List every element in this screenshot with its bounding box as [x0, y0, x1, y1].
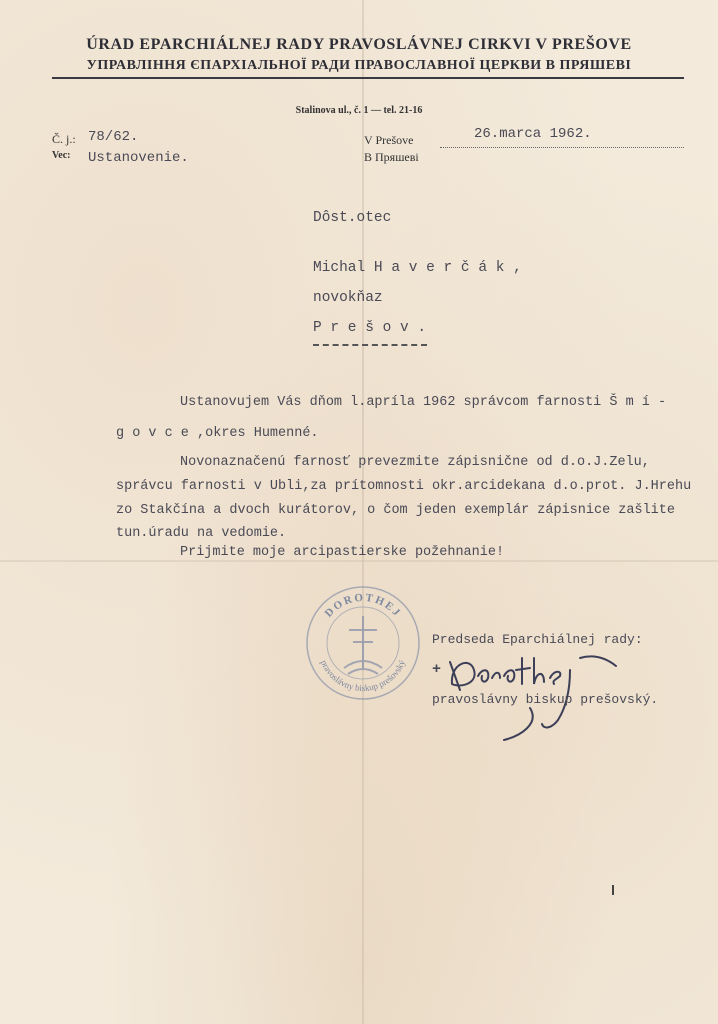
reference-number: 78/62. [88, 129, 139, 145]
body-line-7: Prijmite moje arcipastierske požehnanie! [180, 545, 505, 560]
recipient-name: Michal H a v e r č á k , [313, 260, 522, 276]
recipient-title: novokňaz [313, 290, 383, 306]
body-line-6: tun.úradu na vedomie. [116, 526, 287, 541]
signatory-role: pravoslávny biskup prešovský. [432, 692, 659, 707]
paper-fold-horizontal [0, 560, 718, 562]
letterhead-ukrainian: УПРАВЛІННЯ ЄПАРХІАЛЬНОЇ РАДИ ПРАВОСЛАВНОЇ ЦЕРКВИ В ПРЯШЕВІ [86, 58, 632, 73]
date-value: 26.marca 1962. [474, 126, 592, 142]
svg-text:DOROTHEJ: DOROTHEJ [322, 591, 404, 620]
ink-speck [612, 885, 614, 895]
letterhead-address: Stalinova ul., č. 1 — tel. 21-16 [295, 105, 423, 116]
subject-label: Vec: [52, 150, 71, 161]
place-label-ukrainian: В Пряшеві [364, 150, 419, 164]
body-line-5: zo Stakčína a dvoch kurátorov, o čom jeden exemplár zápisnice zašlite [116, 503, 675, 518]
date-dotted-line [440, 147, 684, 148]
body-line-1: Ustanovujem Vás dňom l.apríla 1962 správcom farnosti Š m í - [180, 395, 667, 410]
body-line-3: Novonaznačenú farnosť prevezmite zápisnične od d.o.J.Zelu, [180, 455, 650, 470]
letterhead-slovak: ÚRAD EPARCHIÁLNEJ RADY PRAVOSLÁVNEJ CIRKVI V PREŠOVE [86, 36, 632, 53]
body-line-2: g o v c e ,okres Humenné. [116, 426, 319, 441]
svg-text:pravoslávny biskup prešovský: pravoslávny biskup prešovský [318, 658, 408, 694]
city-underline [313, 344, 427, 346]
subject-value: Ustanovenie. [88, 150, 189, 166]
bishop-seal-stamp [304, 584, 422, 702]
place-label: V Prešove [364, 133, 414, 147]
signatory-title: Predseda Eparchiálnej rady: [432, 632, 643, 647]
recipient-city: P r e š o v . [313, 320, 427, 336]
signature-cross: + [432, 661, 442, 678]
letterhead-rule [52, 77, 684, 79]
reference-label: Č. j.: [52, 132, 76, 146]
recipient-salutation: Dôst.otec [313, 210, 392, 226]
body-line-4: správcu farnosti v Ubli,za prítomnosti okr.arcidekana d.o.prot. J.Hrehu [116, 479, 692, 494]
